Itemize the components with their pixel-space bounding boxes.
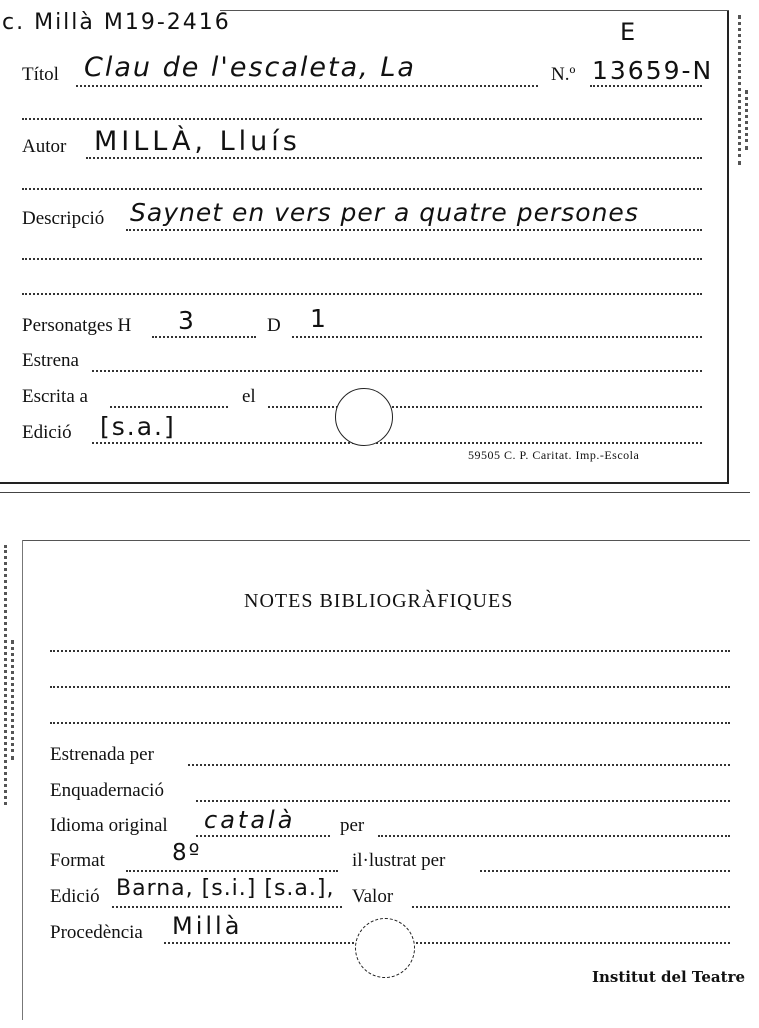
blank-line-3 xyxy=(22,258,702,260)
personatges-label: Personatges H xyxy=(22,315,132,336)
per-field-line xyxy=(378,835,730,837)
el-field-line xyxy=(268,406,702,408)
illustrat-field-line xyxy=(480,870,730,872)
bottom-card-left-edge xyxy=(22,540,23,1020)
top-card-bottom-edge xyxy=(0,482,729,484)
institution-name: Institut del Teatre xyxy=(592,968,746,986)
page-divider-line xyxy=(0,492,750,493)
procedencia-value: Millà xyxy=(172,912,243,940)
bottom-edicio-field-line xyxy=(112,906,342,908)
format-label: Format xyxy=(50,850,105,871)
numero-value: 13659-N xyxy=(592,56,714,85)
blank-line-1 xyxy=(22,118,702,120)
procedencia-label: Procedència xyxy=(50,922,143,943)
autor-field-line xyxy=(86,157,702,159)
valor-field-line xyxy=(412,906,730,908)
bottom-card-top-edge xyxy=(22,540,750,541)
top-card-top-edge xyxy=(220,10,729,11)
scan-speckle-left xyxy=(4,545,7,805)
scan-speckle-right xyxy=(738,15,741,165)
format-value: 8º xyxy=(172,840,202,866)
d-field-line xyxy=(292,336,702,338)
descripcio-value: Saynet en vers per a quatre persones xyxy=(130,198,639,227)
edicio-label: Edició xyxy=(22,422,72,443)
edicio-value: [s.a.] xyxy=(100,412,176,441)
idioma-field-line xyxy=(196,835,330,837)
printer-imprint: 59505 C. P. Caritat. Imp.-Escola xyxy=(468,448,640,462)
card-punch-hole-bottom xyxy=(355,918,415,978)
h-field-line xyxy=(152,336,256,338)
notes-line-3 xyxy=(50,722,730,724)
bottom-edicio-label: Edició xyxy=(50,886,100,907)
numero-label: N.º xyxy=(551,64,576,85)
h-value: 3 xyxy=(178,306,196,335)
escrita-label: Escrita a xyxy=(22,386,88,407)
notes-line-2 xyxy=(50,686,730,688)
titol-label: Títol xyxy=(22,64,59,85)
card-punch-hole-top xyxy=(335,388,393,446)
illustrat-label: il·lustrat per xyxy=(352,850,446,871)
corner-mark: E xyxy=(620,18,638,46)
estrenada-label: Estrenada per xyxy=(50,744,154,765)
d-value: 1 xyxy=(310,304,328,333)
estrena-field-line xyxy=(92,370,702,372)
card-heading: NOTES BIBLIOGRÀFIQUES xyxy=(244,590,514,612)
scan-speckle-left-2 xyxy=(11,640,14,760)
valor-label: Valor xyxy=(352,886,394,907)
autor-value: MILLÀ, Lluís xyxy=(94,126,301,157)
scan-speckle-right-2 xyxy=(745,90,748,150)
notes-line-1 xyxy=(50,650,730,652)
idioma-value: català xyxy=(204,806,296,834)
estrena-label: Estrena xyxy=(22,350,79,371)
autor-label: Autor xyxy=(22,136,67,157)
estrenada-field-line xyxy=(188,764,730,766)
procedencia-field-line xyxy=(164,942,730,944)
top-card-right-edge xyxy=(727,10,729,484)
enquadernacio-label: Enquadernació xyxy=(50,780,164,801)
enquadernacio-field-line xyxy=(196,800,730,802)
descripcio-field-line xyxy=(126,229,702,231)
d-label: D xyxy=(267,315,281,336)
numero-field-line xyxy=(590,85,702,87)
blank-line-2 xyxy=(22,188,702,190)
bottom-edicio-value: Barna, [s.i.] [s.a.], xyxy=(116,876,335,901)
titol-field-line xyxy=(76,85,538,87)
header-note: c. Millà M19-2416 xyxy=(2,10,231,35)
escrita-field-line xyxy=(110,406,228,408)
blank-line-4 xyxy=(22,293,702,295)
titol-value: Clau de l'escaleta, La xyxy=(84,52,416,83)
per-label: per xyxy=(340,815,365,836)
descripcio-label: Descripció xyxy=(22,208,105,229)
el-label: el xyxy=(242,386,256,407)
edicio-field-line xyxy=(92,442,702,444)
format-field-line xyxy=(126,870,338,872)
idioma-label: Idioma original xyxy=(50,815,168,836)
